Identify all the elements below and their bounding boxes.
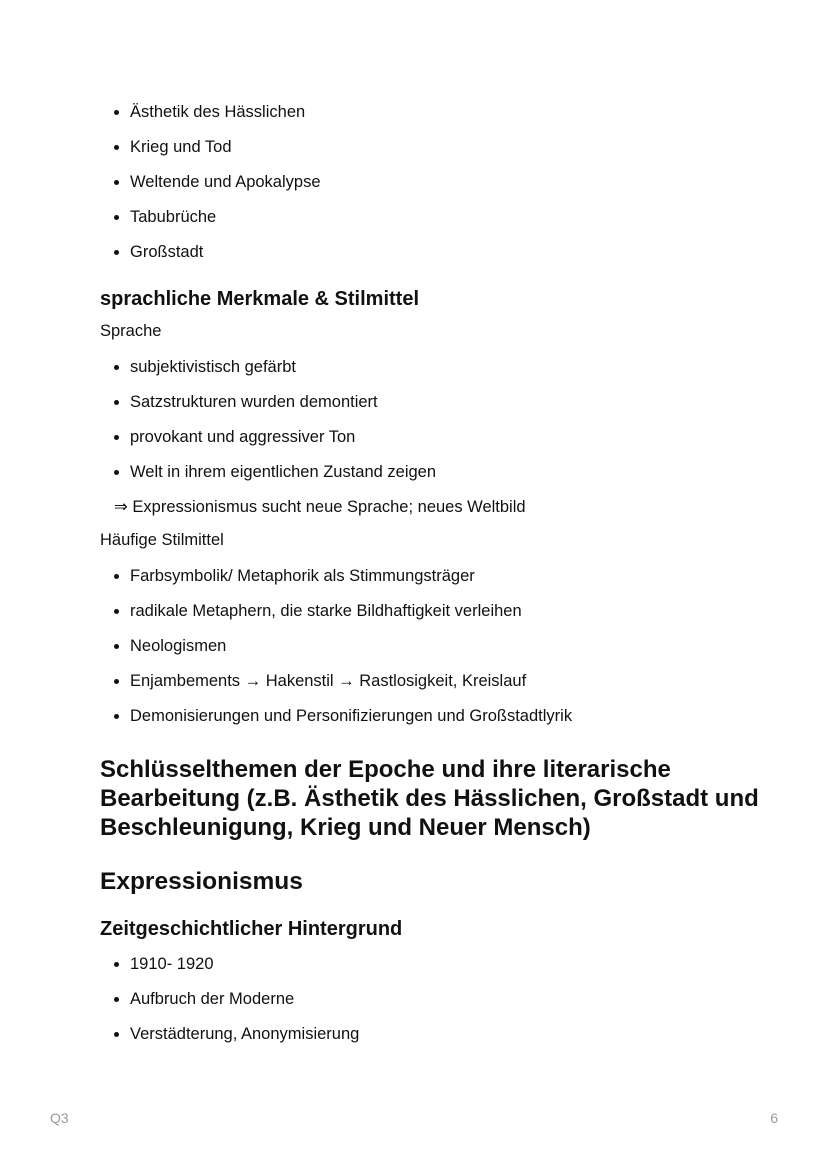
list-item: Neologismen	[100, 634, 780, 669]
list-item: Demonisierungen und Personifizierungen und Großstadtlyrik	[100, 704, 780, 739]
list-item: Krieg und Tod	[100, 135, 780, 170]
list-item: Enjambements → Hakenstil → Rastlosigkeit, Kreislauf	[100, 669, 780, 704]
conclusion-line: ⇒ Expressionismus sucht neue Sprache; neues Weltbild	[114, 498, 526, 516]
label-sprache: Sprache	[100, 322, 162, 340]
zeitgeschichte-bullet-list	[100, 952, 780, 1057]
list-item: Farbsymbolik/ Metaphorik als Stimmungsträger	[100, 564, 780, 599]
list-item: Welt in ihrem eigentlichen Zustand zeigen	[100, 460, 780, 495]
list-item: Tabubrüche	[100, 205, 780, 240]
label-haeufige-stilmittel: Häufige Stilmittel	[100, 531, 224, 549]
list-item: Großstadt	[100, 240, 780, 275]
stilmittel-bullet-list	[100, 564, 780, 739]
list-item: 1910- 1920	[100, 952, 780, 987]
list-item: Verstädterung, Anonymisierung	[100, 1022, 780, 1057]
top-bullet-list	[100, 100, 780, 275]
sprache-bullet-list	[100, 355, 780, 495]
list-item: provokant und aggressiver Ton	[100, 425, 780, 460]
section-title-expressionismus: Expressionismus	[100, 868, 303, 895]
list-item: Ästhetik des Hässlichen	[100, 100, 780, 135]
list-item: subjektivistisch gefärbt	[100, 355, 780, 390]
subheading-zeitgeschichte: Zeitgeschichtlicher Hintergrund	[100, 918, 403, 940]
list-item: Aufbruch der Moderne	[100, 987, 780, 1022]
page-number: 6	[770, 1110, 778, 1126]
list-item: Satzstrukturen wurden demontiert	[100, 390, 780, 425]
section-heading-sprachliche: sprachliche Merkmale & Stilmittel	[100, 288, 420, 310]
footer-left-label: Q3	[50, 1110, 69, 1126]
list-item: radikale Metaphern, die starke Bildhaftigkeit verleihen	[100, 599, 780, 634]
page-heading-schluesselthemen: Schlüsselthemen der Epoche und ihre literarische Bearbeitung (z.B. Ästhetik des Hässlichen, Großstadt und Beschleunigung, Krieg und Neuer Mensch)	[100, 756, 759, 841]
list-item: Weltende und Apokalypse	[100, 170, 780, 205]
